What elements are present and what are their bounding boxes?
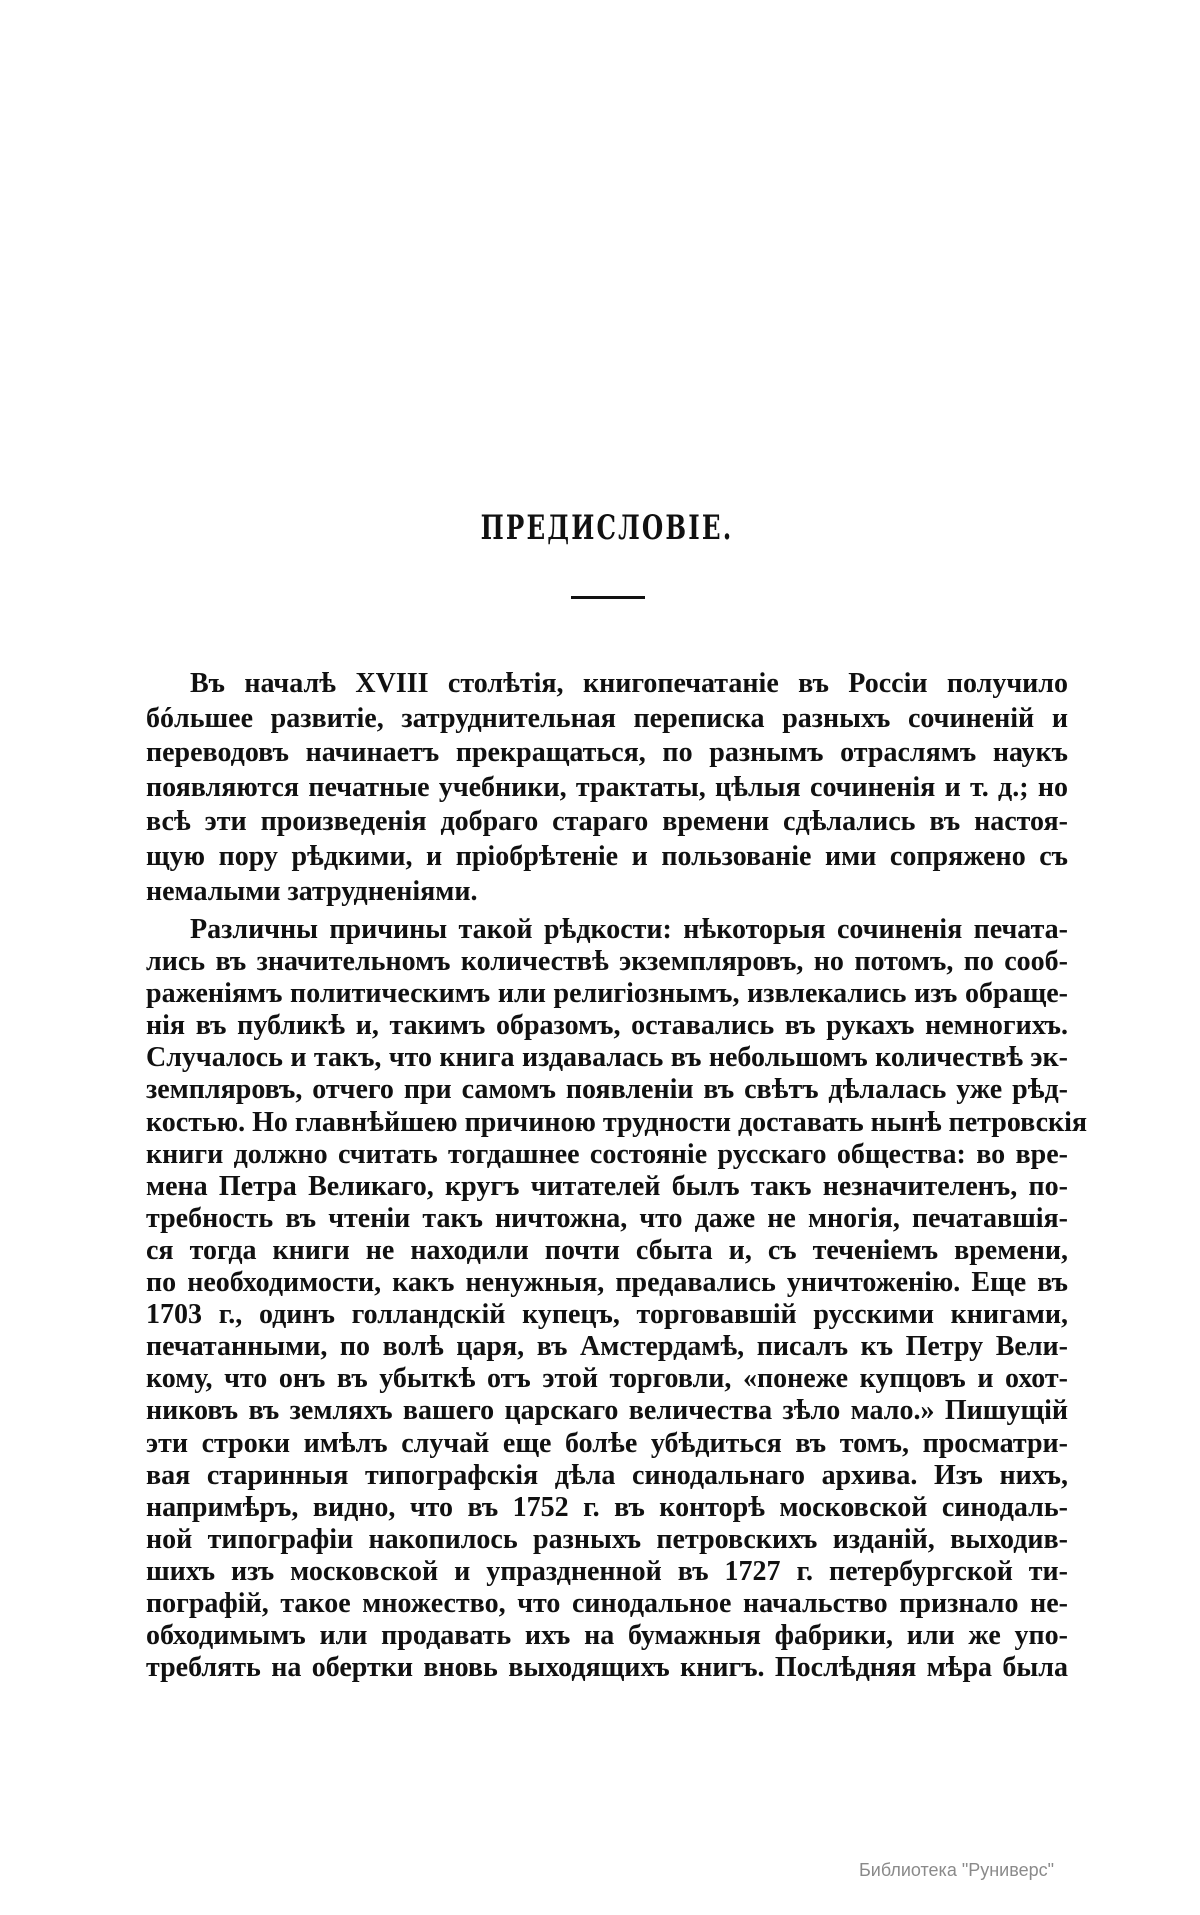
text-line: по необходимости, какъ ненужныя, предавались уничтоженію. Еще въ [146, 1267, 1068, 1299]
text-line: бóльшее развитіе, затруднительная переписка разныхъ сочиненій и [146, 702, 1068, 734]
text-line: мена Петра Великаго, кругъ читателей былъ такъ незначителенъ, по- [146, 1170, 1068, 1202]
text-line: всѣ эти произведенія добраго стараго времени сдѣлались въ настоя- [146, 806, 1068, 838]
text-line: появляются печатные учебники, трактаты, цѣлыя сочиненія и т. д.; но [146, 771, 1068, 803]
text-line: щую пору рѣдкими, и пріобрѣтеніе и пользованіе ими сопряжено съ [146, 840, 1068, 872]
title-divider [571, 596, 645, 599]
text-line: напримѣръ, видно, что въ 1752 г. въ конторѣ московской синодаль- [146, 1491, 1068, 1523]
text-line: 1703 г., одинъ голландскій купецъ, торговавшій русскими книгами, [146, 1299, 1068, 1331]
text-line: печатанными, по волѣ царя, въ Амстердамѣ, писалъ къ Петру Вели- [146, 1331, 1068, 1363]
text-line: пографій, такое множество, что синодальное начальство признало не- [146, 1587, 1068, 1619]
text-line: костью. Но главнѣйшею причиною трудности доставать нынѣ петровскія [146, 1106, 1088, 1138]
text-line: земпляровъ, отчего при самомъ появленіи въ свѣтъ дѣлалась уже рѣд- [146, 1074, 1068, 1106]
text-line: переводовъ начинаетъ прекращаться, по разнымъ отраслямъ наукъ [146, 737, 1068, 769]
text-line: немалыми затрудненіями. [146, 875, 478, 907]
text-line: Случалось и такъ, что книга издавалась въ небольшомъ количествѣ эк- [146, 1042, 1068, 1074]
library-watermark: Библиотека "Руниверс" [858, 1860, 1054, 1880]
page-title: ПРЕДИСЛОВІЕ. [480, 508, 734, 548]
text-line: Различны причины такой рѣдкости: нѣкоторыя сочиненія печата- [190, 914, 1068, 945]
text-line: обходимымъ или продавать ихъ на бумажныя фабрики, или же упо- [146, 1620, 1068, 1652]
text-line: ной типографіи накопилось разныхъ петровскихъ изданій, выходив- [146, 1523, 1068, 1555]
paragraph-2 [146, 914, 1088, 1684]
text-line: требность въ чтеніи такъ ничтожна, что даже не многія, печатавшія- [146, 1202, 1068, 1234]
text-line: никовъ въ земляхъ вашего царскаго величества зѣло мало.» Пишущій [146, 1395, 1068, 1427]
text-line: Въ началѣ XVIII столѣтія, книгопечатаніе въ Россіи получило [190, 668, 1068, 699]
text-line: шихъ изъ московской и упраздненной въ 1727 г. петербургской ти- [146, 1555, 1068, 1587]
text-line: треблять на обертки вновь выходящихъ книгъ. Послѣдняя мѣра была [146, 1652, 1068, 1684]
paragraph-1 [146, 667, 1068, 909]
text-line: лись въ значительномъ количествѣ экземпляровъ, но потомъ, по сооб- [146, 946, 1068, 978]
text-line: ся тогда книги не находили почти сбыта и, съ теченіемъ времени, [146, 1234, 1068, 1266]
text-line: вая старинныя типографскія дѣла синодальнаго архива. Изъ нихъ, [146, 1459, 1068, 1491]
text-line: раженіямъ политическимъ или религіознымъ, извлекались изъ обраще- [146, 978, 1068, 1010]
text-line: кому, что онъ въ убыткѣ отъ этой торговли, «понеже купцовъ и охот- [146, 1363, 1068, 1395]
text-line: эти строки имѣлъ случай еще болѣе убѣдиться въ томъ, просматри- [146, 1427, 1068, 1459]
text-line: нія въ публикѣ и, такимъ образомъ, оставались въ рукахъ немногихъ. [146, 1010, 1068, 1042]
text-line: книги должно считать тогдашнее состояніе русскаго общества: во вре- [146, 1138, 1068, 1170]
